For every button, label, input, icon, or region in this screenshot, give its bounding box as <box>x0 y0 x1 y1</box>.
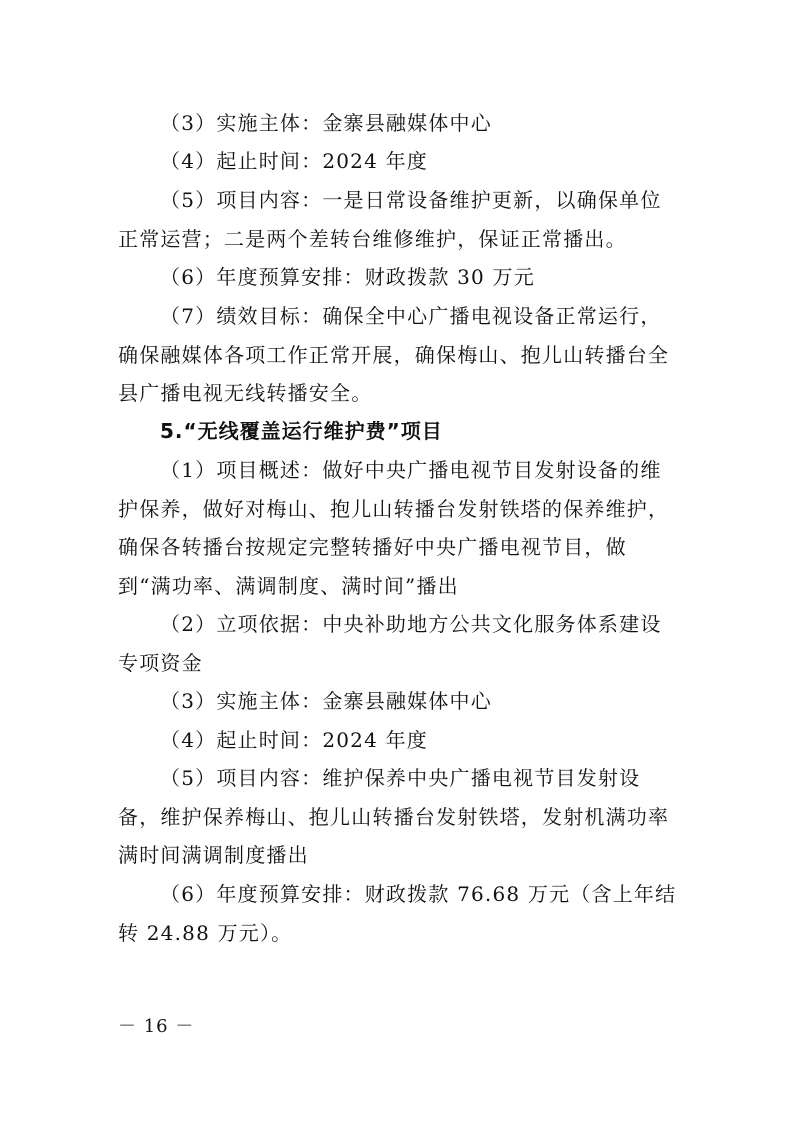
paragraph-project-overview: （1）项目概述：做好中央广播电视节目发射设备的维护保养，做好对梅山、抱儿山转播台发射铁塔的保养维护，确保各转播台按规定完整转播好中央广播电视节目，做到“满功率、满调制度、满时间”播出 <box>118 458 670 598</box>
paragraph-time-period-2: （4）起止时间：2024 年度 <box>160 728 428 752</box>
section-heading: 5.“无线覆盖运行维护费”项目 <box>160 419 443 443</box>
paragraph-project-basis: （2）立项依据：中央补助地方公共文化服务体系建设专项资金 <box>118 612 662 675</box>
paragraph-project-content-2: （5）项目内容：维护保养中央广播电视节目发射设备，维护保养梅山、抱儿山转播台发射铁塔，发射机满功率满时间满调制度播出 <box>118 766 670 867</box>
page-number: － 16 － <box>118 1016 195 1037</box>
paragraph-project-content: （5）项目内容：一是日常设备维护更新，以确保单位正常运营；二是两个差转台维修维护，保证正常播出。 <box>118 188 662 251</box>
paragraph-budget: （6）年度预算安排：财政拨款 30 万元 <box>160 265 535 289</box>
paragraph-budget-2: （6）年度预算安排：财政拨款 76.68 万元（含上年结转 24.88 万元）。 <box>118 882 677 945</box>
paragraph-time-period: （4）起止时间：2024 年度 <box>160 149 428 173</box>
paragraph-implementing-body-2: （3）实施主体：金寨县融媒体中心 <box>160 689 492 713</box>
paragraph-performance-goal: （7）绩效目标：确保全中心广播电视设备正常运行，确保融媒体各项工作正常开展，确保梅山、抱儿山转播台全县广播电视无线转播安全。 <box>118 304 670 405</box>
paragraph-implementing-body: （3）实施主体：金寨县融媒体中心 <box>160 111 492 135</box>
